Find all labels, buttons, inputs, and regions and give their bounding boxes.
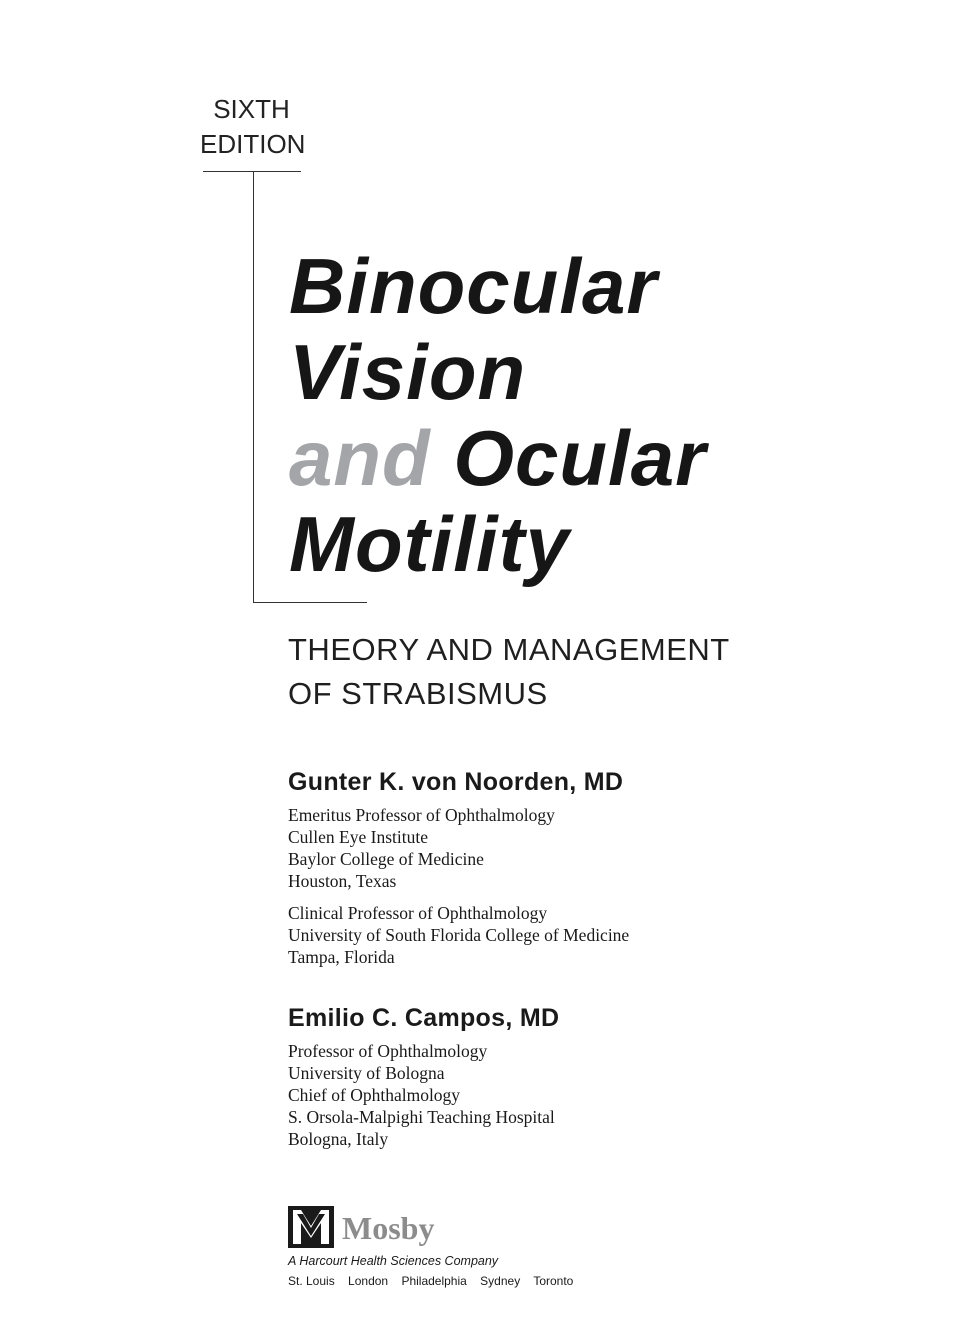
affiliation-line: Chief of Ophthalmology xyxy=(288,1085,461,1105)
edition-line-2: EDITION xyxy=(200,129,306,159)
author-1-affiliation-b xyxy=(288,902,629,968)
affiliation-line: Bologna, Italy xyxy=(288,1129,389,1149)
author-1-affiliation-a xyxy=(288,804,555,892)
title-and: and xyxy=(289,414,431,502)
city: Sydney xyxy=(480,1274,521,1288)
subtitle-line-1: THEORY AND MANAGEMENT xyxy=(288,632,730,667)
affiliation-line: University of Bologna xyxy=(288,1063,445,1083)
affiliation-line: Cullen Eye Institute xyxy=(288,827,428,847)
city: London xyxy=(348,1274,389,1288)
affiliation-line: University of South Florida College of Medicine xyxy=(288,925,630,945)
title-line-3 xyxy=(289,415,706,501)
bottom-rule xyxy=(253,602,367,603)
affiliation-line: Professor of Ophthalmology xyxy=(288,1041,488,1061)
city: St. Louis xyxy=(288,1274,335,1288)
title-ocular: Ocular xyxy=(453,414,707,502)
affiliation-line: Emeritus Professor of Ophthalmology xyxy=(288,805,555,825)
title-line-1: Binocular xyxy=(289,242,658,330)
top-rule xyxy=(203,171,301,172)
edition-label xyxy=(200,92,306,162)
vertical-rule xyxy=(253,171,254,603)
book-subtitle xyxy=(288,628,730,716)
affiliation-line: Clinical Professor of Ophthalmology xyxy=(288,903,548,923)
affiliation-line: Baylor College of Medicine xyxy=(288,849,484,869)
publisher-cities xyxy=(288,1274,583,1288)
book-title xyxy=(289,243,706,587)
author-name-1: Gunter K. von Noorden, MD xyxy=(288,768,624,796)
affiliation-line: Houston, Texas xyxy=(288,871,397,891)
author-name-2: Emilio C. Campos, MD xyxy=(288,1004,560,1032)
title-line-2: Vision xyxy=(289,328,527,416)
title-line-4: Motility xyxy=(289,500,570,588)
city: Philadelphia xyxy=(401,1274,467,1288)
author-2-affiliation xyxy=(288,1040,555,1150)
affiliation-line: S. Orsola-Malpighi Teaching Hospital xyxy=(288,1107,555,1127)
mosby-logo-icon xyxy=(288,1206,334,1248)
subtitle-line-2: OF STRABISMUS xyxy=(288,676,548,711)
publisher-tagline: A Harcourt Health Sciences Company xyxy=(288,1254,499,1268)
publisher-name: Mosby xyxy=(342,1210,435,1246)
affiliation-line: Tampa, Florida xyxy=(288,947,395,967)
city: Toronto xyxy=(533,1274,574,1288)
edition-line-1: SIXTH xyxy=(213,94,290,124)
